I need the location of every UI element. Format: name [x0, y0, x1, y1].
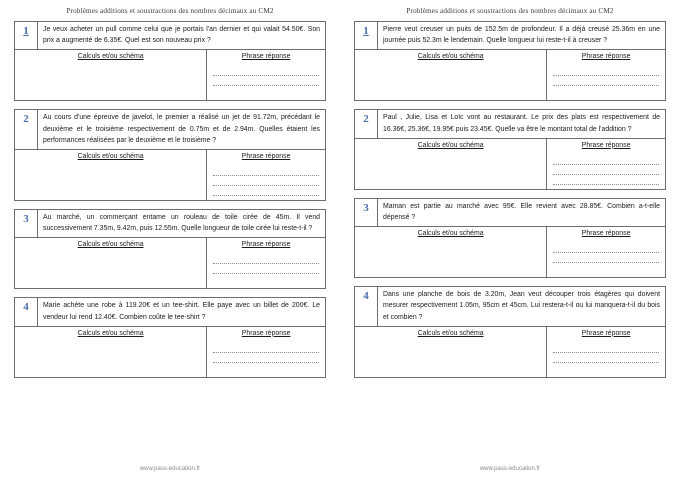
calculation-area[interactable]: [15, 50, 207, 100]
problem-number: 4: [15, 298, 38, 325]
answer-line[interactable]: [553, 85, 659, 86]
calculation-label: Calculs et/ou schéma: [77, 329, 144, 337]
calculation-label: Calculs et/ou schéma: [417, 329, 484, 337]
problem-list: [14, 21, 326, 378]
problem-work-row: [15, 238, 325, 288]
answer-area[interactable]: [547, 327, 665, 377]
problem-item: [354, 109, 666, 189]
answer-line[interactable]: [553, 262, 659, 263]
page-spacer: [354, 378, 666, 466]
answer-line[interactable]: [213, 85, 319, 86]
problem-text: Dans une planche de bois de 3.20m, Jean veut découper trois étagères qui doivent mesurer respectivement 1.05m, 95cm et 45cm. Lui restera-t-il ou lui manquera-t-il du bois et combien ?: [383, 291, 660, 321]
problem-item: [14, 21, 326, 101]
problem-text: Paul , Julie, Lisa et Loïc vont au restaurant. Le prix des plats est respectivement de 16.36€, 25.36€, 19.95€ puis 23.45€. Quelle va être le montant total de l'addition ?: [383, 114, 660, 133]
calculation-label: Calculs et/ou schéma: [417, 230, 484, 238]
problem-work-row: [355, 139, 665, 189]
problem-number: 1: [15, 22, 38, 49]
answer-label: Phrase réponse: [241, 241, 291, 249]
answer-area[interactable]: [547, 227, 665, 277]
calculation-label: Calculs et/ou schéma: [77, 152, 144, 160]
answer-line[interactable]: [213, 263, 319, 264]
problem-item: [354, 198, 666, 278]
calculation-area[interactable]: [355, 227, 547, 277]
problem-work-row: [15, 150, 325, 200]
answer-label: Phrase réponse: [241, 53, 291, 61]
calculation-label: Calculs et/ou schéma: [77, 53, 144, 61]
answer-area[interactable]: [207, 238, 325, 288]
answer-line[interactable]: [213, 195, 319, 196]
problem-work-row: [15, 327, 325, 377]
worksheet-page-right: [340, 0, 680, 480]
problem-statement-row: [355, 199, 665, 227]
problem-work-row: [15, 50, 325, 100]
calculation-area[interactable]: [15, 238, 207, 288]
answer-line[interactable]: [553, 362, 659, 363]
problem-item: [14, 109, 326, 201]
answer-label: Phrase réponse: [581, 141, 631, 149]
answer-label: Phrase réponse: [581, 53, 631, 61]
problem-text: Marie achète une robe à 119.20€ et un tee-shirt. Elle paye avec un billet de 200€. Le vendeur lui rend 12.40€. Combien coûte le tee-shirt ?: [43, 302, 320, 321]
answer-area[interactable]: [547, 50, 665, 100]
calculation-area[interactable]: [355, 327, 547, 377]
answer-area[interactable]: [207, 150, 325, 200]
answer-line[interactable]: [553, 75, 659, 76]
problem-statement-row: [15, 110, 325, 150]
problem-statement-row: [355, 287, 665, 327]
answer-line[interactable]: [213, 75, 319, 76]
problem-text: Au cours d'une épreuve de javelot, le premier a réalisé un jet de 91.72m, précédant le deuxième et le troisième respectivement de 0.75m et de 2.94m. Quelles étaient les performances réalisées par le deuxième et le troisième ?: [43, 114, 320, 144]
calculation-area[interactable]: [355, 139, 547, 189]
answer-line[interactable]: [213, 362, 319, 363]
problem-number: 1: [355, 22, 378, 49]
calculation-label: Calculs et/ou schéma: [77, 241, 144, 249]
answer-line[interactable]: [553, 184, 659, 185]
problem-statement-row: [15, 210, 325, 238]
answer-area[interactable]: [207, 327, 325, 377]
answer-line[interactable]: [213, 273, 319, 274]
problem-number: 3: [355, 199, 378, 226]
calculation-area[interactable]: [15, 150, 207, 200]
answer-line[interactable]: [213, 185, 319, 186]
problem-work-row: [355, 50, 665, 100]
problem-number: 4: [355, 287, 378, 326]
calculation-label: Calculs et/ou schéma: [417, 53, 484, 61]
problem-item: [354, 21, 666, 101]
problem-statement-row: [355, 22, 665, 50]
problem-text: Je veux acheter un pull comme celui que je portais l'an dernier et qui valait 54.50€. Son prix a augmenté de 6.35€. Quel est son nouveau prix ?: [43, 26, 320, 45]
calculation-area[interactable]: [15, 327, 207, 377]
answer-area[interactable]: [207, 50, 325, 100]
answer-line[interactable]: [553, 252, 659, 253]
problem-number: 3: [15, 210, 38, 237]
problem-list: [354, 21, 666, 378]
answer-area[interactable]: [547, 139, 665, 189]
answer-label: Phrase réponse: [241, 329, 291, 337]
problem-item: [354, 286, 666, 378]
answer-label: Phrase réponse: [241, 152, 291, 160]
answer-line[interactable]: [213, 175, 319, 176]
answer-line[interactable]: [553, 164, 659, 165]
problem-work-row: [355, 227, 665, 277]
problem-statement-row: [15, 22, 325, 50]
problem-statement-row: [15, 298, 325, 326]
page-title: Problèmes additions et soustractions des nombres décimaux au CM2: [66, 7, 274, 15]
problem-statement-row: [355, 110, 665, 138]
problem-number: 2: [15, 110, 38, 149]
page-spacer: [14, 378, 326, 466]
problem-number: 2: [355, 110, 378, 137]
answer-label: Phrase réponse: [581, 329, 631, 337]
problem-item: [14, 297, 326, 377]
calculation-area[interactable]: [355, 50, 547, 100]
page-title: Problèmes additions et soustractions des nombres décimaux au CM2: [406, 7, 614, 15]
problem-text: Maman est partie au marché avec 95€. Elle revient avec 28.85€. Combien a-t-elle dépensé ?: [383, 202, 660, 221]
page-footer: www.pass-education.fr: [139, 466, 201, 472]
problem-item: [14, 209, 326, 289]
problem-work-row: [355, 327, 665, 377]
answer-line[interactable]: [553, 174, 659, 175]
problem-text: Au marché, un commerçant entame un rouleau de toile cirée de 45m. Il vend successivement 7.35m, 9.42m, puis 12.55m. Quelle longueur de toile cirée lui reste-t-il ?: [43, 213, 320, 233]
page-footer: www.pass-education.fr: [479, 466, 541, 472]
answer-label: Phrase réponse: [581, 230, 631, 238]
problem-text: Pierre veut creuser un puits de 152.5m de profondeur. Il a déjà creusé 25.36m en une journée puis 52.3m le lendemain. Quelle longueur lui reste-t-il à creuser ?: [383, 26, 660, 45]
answer-line[interactable]: [213, 352, 319, 353]
answer-line[interactable]: [553, 352, 659, 353]
calculation-label: Calculs et/ou schéma: [417, 141, 484, 149]
